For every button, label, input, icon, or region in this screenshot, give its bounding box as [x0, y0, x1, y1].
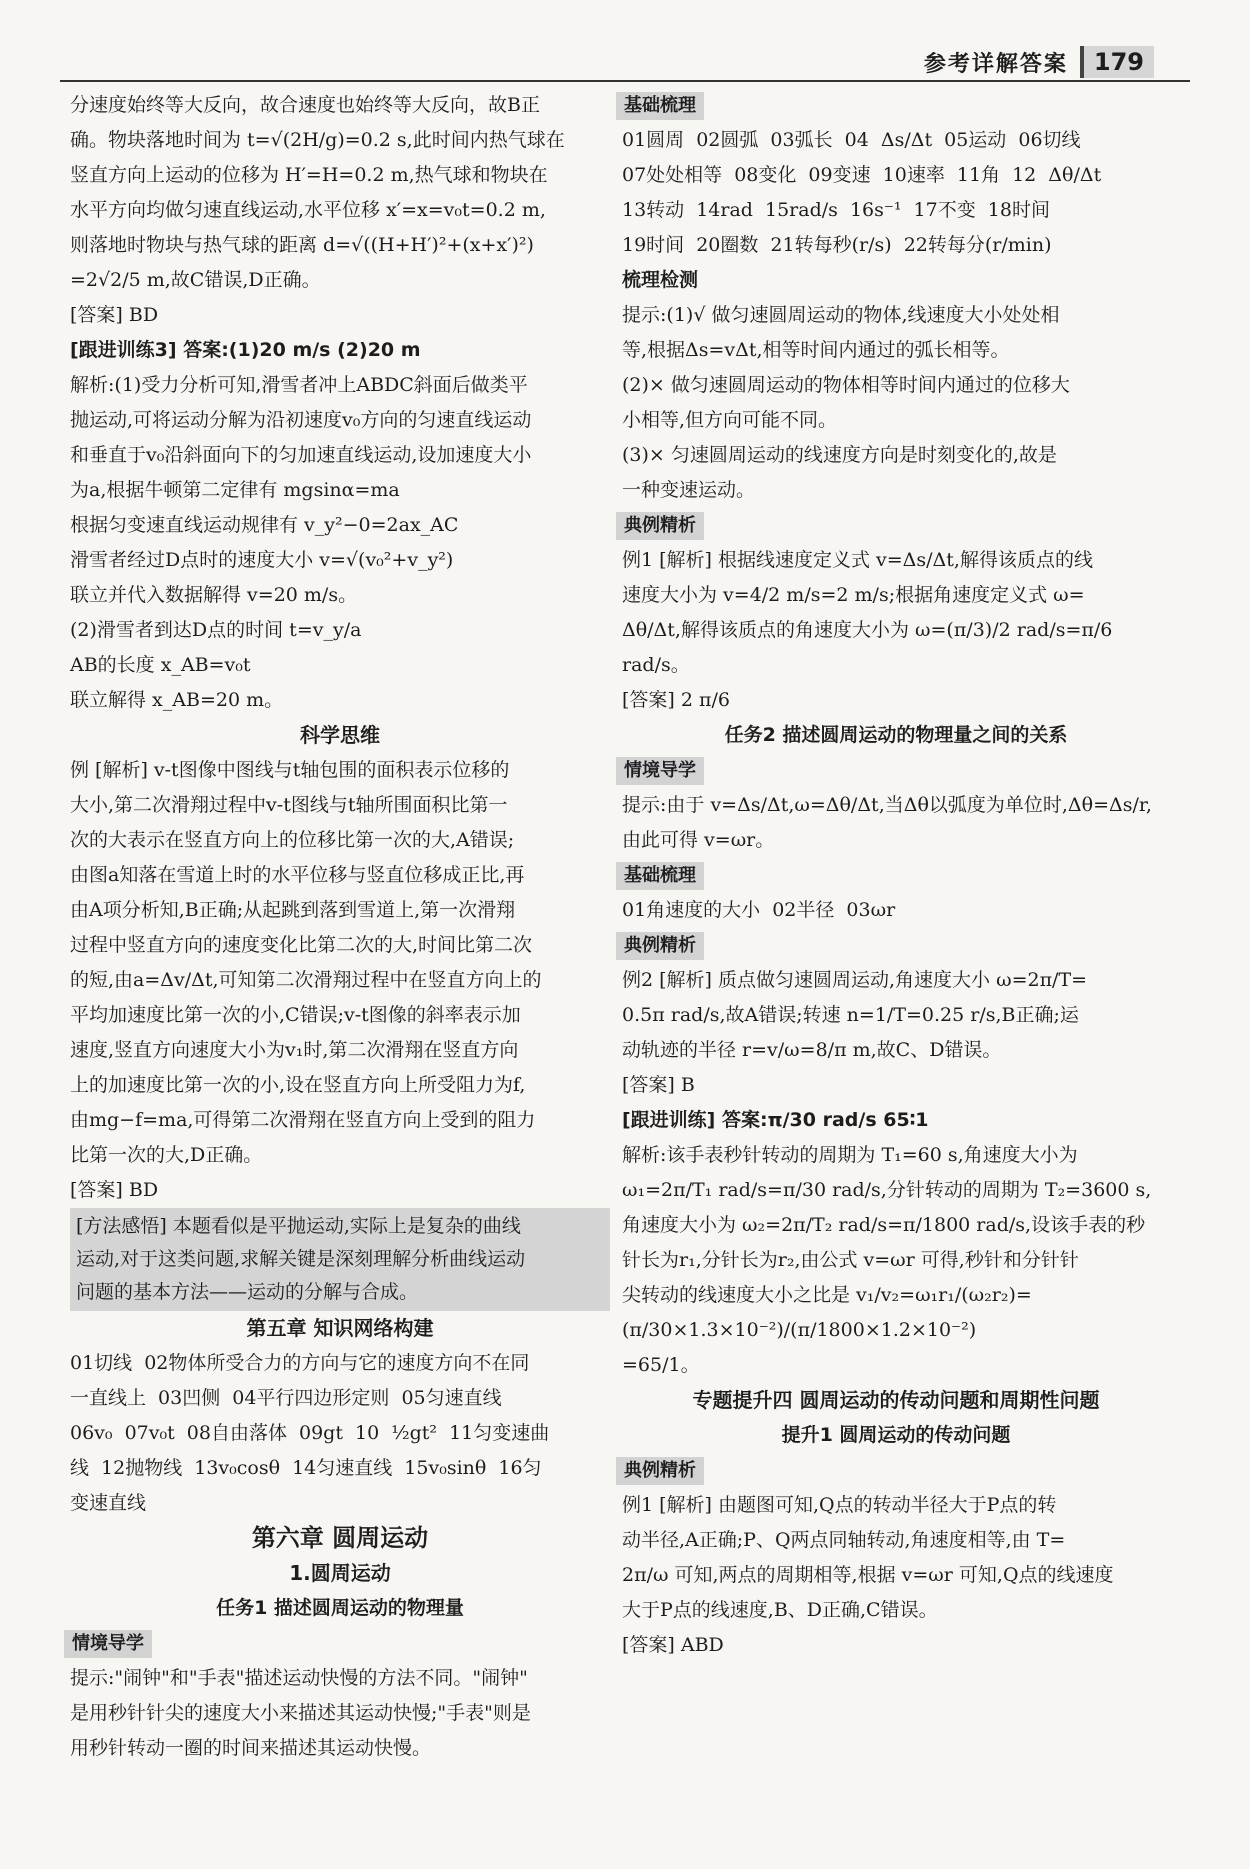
- text-line: 比第一次的大,D正确。: [70, 1144, 263, 1166]
- text-line: 动半径,A正确;P、Q两点同轴转动,角速度相等,由 T=: [622, 1529, 1066, 1551]
- text-line: 速度,竖直方向速度大小为v₁时,第二次滑翔在竖直方向: [70, 1039, 519, 1061]
- left-column: [70, 88, 610, 1766]
- text-line: 例1 [解析] 根据线速度定义式 v=Δs/Δt,解得该质点的线: [622, 549, 1093, 571]
- text-line: 由此可得 v=ωr。: [622, 829, 775, 851]
- text-line: 2π/ω 可知,两点的周期相等,根据 v=ωr 可知,Q点的线速度: [622, 1564, 1114, 1586]
- topic-heading: 专题提升四 圆周运动的传动问题和周期性问题: [692, 1388, 1100, 1412]
- text-line: 滑雪者经过D点时的速度大小 v=√(v₀²+v_y²): [70, 549, 454, 571]
- text-line: 过程中竖直方向的速度变化比第二次的大,时间比第二次: [70, 934, 533, 956]
- text-line: 由图a知落在雪道上时的水平位移与竖直位移成正比,再: [70, 864, 525, 886]
- text-line: 根据匀变速直线运动规律有 v_y²−0=2ax_AC: [70, 514, 459, 536]
- text-line: 用秒针转动一圈的时间来描述其运动快慢。: [70, 1737, 432, 1759]
- answer-line: [答案] 2 π/6: [622, 689, 730, 711]
- text-line: AB的长度 x_AB=v₀t: [70, 654, 251, 676]
- text-line: (2)滑雪者到达D点的时间 t=v_y/a: [70, 619, 362, 641]
- text-line: 为a,根据牛顿第二定律有 mgsinα=ma: [70, 479, 400, 501]
- text-line: 一种变速运动。: [622, 479, 756, 501]
- right-column: [622, 88, 1170, 1663]
- lesson-heading: 1.圆周运动: [289, 1561, 391, 1585]
- text-line: 运动,对于这类问题,求解关键是深刻理解分析曲线运动: [76, 1248, 526, 1270]
- task-heading: 任务1 描述圆周运动的物理量: [216, 1597, 464, 1619]
- section-tag: 典例精析: [616, 932, 704, 960]
- text-line: =2√2/5 m,故C错误,D正确。: [70, 269, 321, 291]
- section-tag: 情境导学: [616, 757, 704, 785]
- text-line: 的短,由a=Δv/Δt,可知第二次滑翔过程中在竖直方向上的: [70, 969, 542, 991]
- grid-line: 01角速度的大小 02半径 03ωr: [622, 899, 896, 921]
- grid-line: 13转动 14rad 15rad/s 16s⁻¹ 17不变 18时间: [622, 199, 1050, 221]
- text-line: (2)× 做匀速圆周运动的物体相等时间内通过的位移大: [622, 374, 1070, 396]
- text-line: Δθ/Δt,解得该质点的角速度大小为 ω=(π/3)/2 rad/s=π/6 rad/s。: [622, 619, 1113, 676]
- text-line: 提示:(1)√ 做匀速圆周运动的物体,线速度大小处处相: [622, 304, 1060, 326]
- chapter6-heading: 第六章 圆周运动: [251, 1524, 429, 1552]
- text-line: (3)× 匀速圆周运动的线速度方向是时刻变化的,故是: [622, 444, 1057, 466]
- text-line: 分速度始终等大反向，故合速度也始终等大反向，故B正: [70, 94, 540, 116]
- section-tag: 基础梳理: [616, 862, 704, 890]
- section-tag: 情境导学: [64, 1630, 152, 1658]
- text-line: 大小,第二次滑翔过程中v-t图线与t轴所围面积比第一: [70, 794, 508, 816]
- answer-line: [答案] ABD: [622, 1634, 724, 1656]
- subsection-heading: 梳理检测: [622, 269, 699, 291]
- text-line: =65/1。: [622, 1354, 700, 1376]
- text-line: 联立解得 x_AB=20 m。: [70, 689, 284, 711]
- grid-line: 19时间 20圈数 21转每秒(r/s) 22转每分(r/min): [622, 234, 1052, 256]
- header-rule: [60, 80, 1190, 82]
- text-line: [方法感悟] 本题看似是平抛运动,实际上是复杂的曲线: [76, 1215, 521, 1237]
- followup-heading: [跟进训练3] 答案:(1)20 m/s (2)20 m: [70, 339, 421, 361]
- subtopic-heading: 提升1 圆周运动的传动问题: [781, 1424, 1011, 1446]
- text-line: 例2 [解析] 质点做匀速圆周运动,角速度大小 ω=2π/T=: [622, 969, 1088, 991]
- answer-line: [答案] BD: [70, 304, 159, 326]
- text-line: 等,根据Δs=vΔt,相等时间内通过的弧长相等。: [622, 339, 1010, 361]
- text-line: 小相等,但方向可能不同。: [622, 409, 838, 431]
- text-line: 大于P点的线速度,B、D正确,C错误。: [622, 1599, 938, 1621]
- text-line: 是用秒针针尖的速度大小来描述其运动快慢;"手表"则是: [70, 1702, 531, 1724]
- text-line: 解析:该手表秒针转动的周期为 T₁=60 s,角速度大小为: [622, 1144, 1078, 1166]
- text-line: 次的大表示在竖直方向上的位移比第一次的大,A错误;: [70, 829, 515, 851]
- text-line: 问题的基本方法——运动的分解与合成。: [76, 1281, 419, 1303]
- text-line: 联立并代入数据解得 v=20 m/s。: [70, 584, 358, 606]
- method-box: [70, 1208, 610, 1311]
- text-line: 提示:"闹钟"和"手表"描述运动快慢的方法不同。"闹钟": [70, 1667, 528, 1689]
- chapter5-heading: 第五章 知识网络构建: [246, 1316, 434, 1340]
- text-line: 动轨迹的半径 r=v/ω=8/π m,故C、D错误。: [622, 1039, 1002, 1061]
- text-line: 抛运动,可将运动分解为沿初速度v₀方向的匀速直线运动: [70, 409, 532, 431]
- answer-line: [答案] B: [622, 1074, 695, 1096]
- text-line: 则落地时物块与热气球的距离 d=√((H+H′)²+(x+x′)²): [70, 234, 534, 256]
- network-line: 06v₀ 07v₀t 08自由落体 09gt 10 ½gt² 11匀变速曲: [70, 1422, 550, 1444]
- network-line: 01切线 02物体所受合力的方向与它的速度方向不在同: [70, 1352, 530, 1374]
- text-line: 由A项分析知,B正确;从起跳到落到雪道上,第一次滑翔: [70, 899, 516, 921]
- section-tag: 典例精析: [616, 512, 704, 540]
- text-line: 0.5π rad/s,故A错误;转速 n=1/T=0.25 r/s,B正确;运: [622, 1004, 1079, 1026]
- text-line: 竖直方向上运动的位移为 H′=H=0.2 m,热气球和物块在: [70, 164, 548, 186]
- network-line: 线 12抛物线 13v₀cosθ 14匀速直线 15v₀sinθ 16匀: [70, 1457, 542, 1479]
- grid-line: 01圆周 02圆弧 03弧长 04 Δs/Δt 05运动 06切线: [622, 129, 1081, 151]
- text-line: 上的加速度比第一次的小,设在竖直方向上所受阻力为f,: [70, 1074, 526, 1096]
- text-line: ω₁=2π/T₁ rad/s=π/30 rad/s,分针转动的周期为 T₂=3600 s,: [622, 1179, 1152, 1201]
- text-line: 确。物块落地时间为 t=√(2H/g)=0.2 s,此时间内热气球在: [70, 129, 565, 151]
- header-title: 参考详解答案: [923, 51, 1068, 77]
- text-line: 速度大小为 v=4/2 m/s=2 m/s;根据角速度定义式 ω=: [622, 584, 1085, 606]
- grid-line: 07处处相等 08变化 09变速 10速率 11角 12 Δθ/Δt: [622, 164, 1102, 186]
- text-line: 例 [解析] v-t图像中图线与t轴包围的面积表示位移的: [70, 759, 510, 781]
- section-heading: 科学思维: [300, 723, 380, 747]
- page-header: [924, 46, 1154, 78]
- text-line: 平均加速度比第一次的小,C错误;v-t图像的斜率表示加: [70, 1004, 521, 1026]
- task-heading: 任务2 描述圆周运动的物理量之间的关系: [724, 724, 1068, 746]
- text-line: 针长为r₁,分针长为r₂,由公式 v=ωr 可得,秒针和分针针: [622, 1249, 1079, 1271]
- network-line: 变速直线: [70, 1492, 147, 1514]
- text-line: 提示:由于 v=Δs/Δt,ω=Δθ/Δt,当Δθ以弧度为单位时,Δθ=Δs/r,: [622, 794, 1152, 816]
- text-line: 角速度大小为 ω₂=2π/T₂ rad/s=π/1800 rad/s,设该手表的秒: [622, 1214, 1146, 1236]
- text-line: 由mg−f=ma,可得第二次滑翔在竖直方向上受到的阻力: [70, 1109, 536, 1131]
- section-tag: 基础梳理: [616, 92, 704, 120]
- section-tag: 典例精析: [616, 1457, 704, 1485]
- text-line: 尖转动的线速度大小之比是 v₁/v₂=ω₁r₁/(ω₂r₂)=(π/30×1.3×10⁻²)/(π/1800×1.2×10⁻²): [622, 1284, 1032, 1341]
- page-number: 179: [1080, 46, 1154, 78]
- followup-heading: [跟进训练] 答案:π/30 rad/s 65∶1: [622, 1109, 929, 1131]
- text-line: 例1 [解析] 由题图可知,Q点的转动半径大于P点的转: [622, 1494, 1057, 1516]
- network-line: 一直线上 03凹侧 04平行四边形定则 05匀速直线: [70, 1387, 502, 1409]
- answer-line: [答案] BD: [70, 1179, 159, 1201]
- text-line: 解析:(1)受力分析可知,滑雪者冲上ABDC斜面后做类平: [70, 374, 528, 396]
- text-line: 水平方向均做匀速直线运动,水平位移 x′=x=v₀t=0.2 m,: [70, 199, 546, 221]
- text-line: 和垂直于v₀沿斜面向下的匀加速直线运动,设加速度大小: [70, 444, 532, 466]
